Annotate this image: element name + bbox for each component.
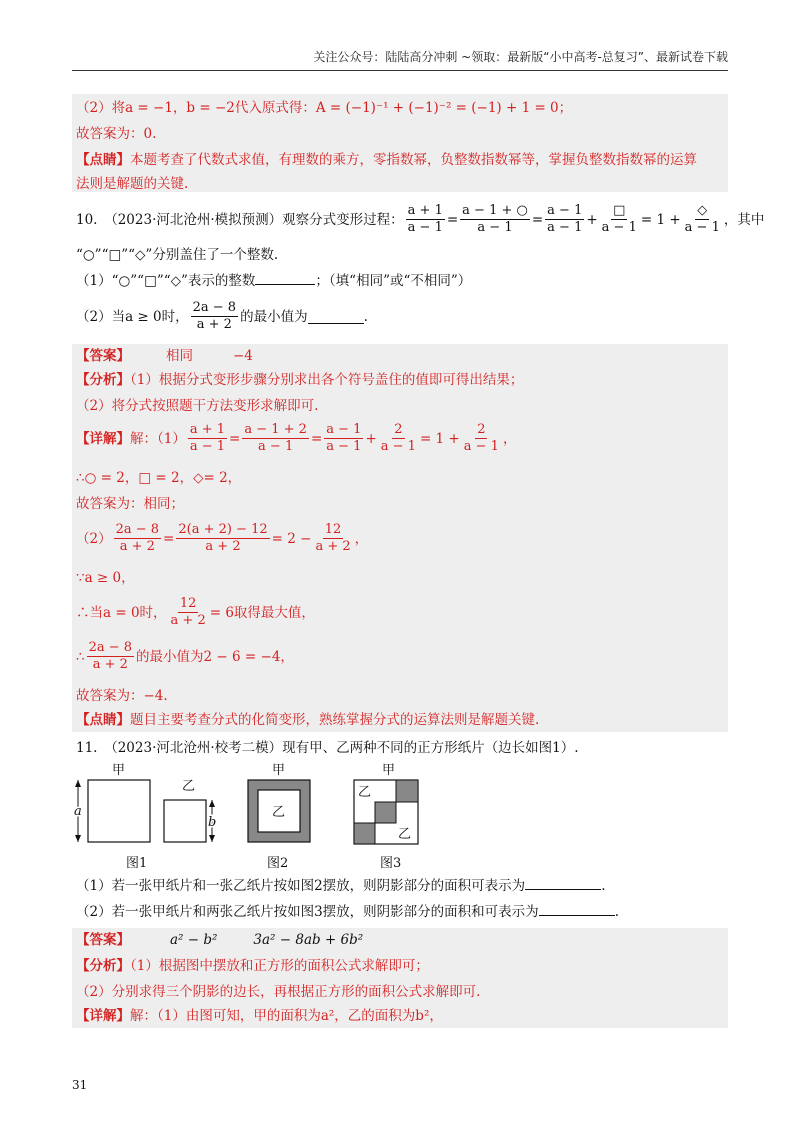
- q10-ans-final: 故答案为：−4.: [76, 688, 168, 704]
- q11-analysis-2: （2）分别求得三个阴影的边长，再根据正方形的面积公式求解即可.: [76, 984, 481, 1000]
- fig1-yi-square: [164, 800, 206, 842]
- q10-detail-1: 【详解】 解：（1） $\frac{a + 1}{a - 1}$ = $\frac{a - 1 + 2}{a - 1}$ = $\frac{a - 1}{a - 1}$ + $\frac{2}{a - 1}$ = 1 + $\frac{2}{a - 1}$ ，: [76, 422, 517, 454]
- fig3-shade-bottom: [354, 823, 375, 844]
- fig2-caption: 图2: [267, 856, 289, 871]
- q10-frac-5: $\frac{◇}{a - 1}$: [684, 203, 720, 235]
- header-divider: [72, 70, 728, 71]
- comment-tag: 【点睛】: [76, 152, 130, 168]
- q11-part1: （1）若一张甲纸片和一张乙纸片按如图2摆放，则阴影部分的面积可表示为 .: [76, 878, 606, 894]
- prev-answer: 故答案为：0.: [76, 126, 157, 142]
- fig3-caption: 图3: [380, 856, 402, 871]
- q10-part2: （2）当a ≥ 0时， $\frac{2a - 8}{a + 2}$ 的最小值为 .: [76, 300, 368, 332]
- fig3-shade-mid: [375, 802, 396, 823]
- q10-analysis-2: （2）将分式按照题干方法变形求解即可.: [76, 398, 319, 414]
- prev-comment-line1: [76, 150, 697, 170]
- answer-blank: [308, 310, 364, 324]
- q10-stem-line2: “○”“□”“◇”分别盖住了一个整数.: [76, 247, 279, 263]
- q10-analysis-1: 【分析】（1）根据分式变形步骤分别求出各个符号盖住的值即可得出结果；: [76, 372, 524, 388]
- q10-ans-same: 故答案为：相同；: [76, 496, 184, 512]
- fig1-jia-label: 甲: [112, 763, 126, 778]
- q10-frac-3: $\frac{a - 1}{a - 1}$: [547, 203, 583, 235]
- q10-frac-4: $\frac{□}{a - 1}$: [601, 203, 637, 235]
- answer-blank: [525, 876, 601, 890]
- page-number: 31: [72, 1078, 88, 1092]
- q10-stem-prefix: 10. （2023·河北沧州·模拟预测）观察分式变形过程：: [76, 211, 404, 228]
- q10-comment: 【点睛】题目主要考查分式的化简变形，熟练掌握分式的运算法则是解题关键.: [76, 712, 540, 728]
- prev-comment-line2: 法则是解题的关键.: [76, 176, 189, 192]
- fig3-yi-label-1: 乙: [358, 785, 372, 800]
- fig3-shade-top: [396, 780, 418, 802]
- prev-substitution-line: （2）将a = −1，b = −2代入原式得：A = (−1)⁻¹ + (−1)⁻² = (−1) + 1 = 0；: [76, 100, 573, 116]
- q11-analysis-1: 【分析】（1）根据图中摆放和正方形的面积公式求解即可；: [76, 958, 429, 974]
- fig1-b-label: b: [208, 815, 217, 830]
- fig2-yi-label: 乙: [272, 805, 286, 820]
- fig3-jia-label: 甲: [382, 763, 396, 778]
- q11-stem: 11. （2023·河北沧州·校考二模）现有甲、乙两种不同的正方形纸片（边长如图1）.: [76, 740, 579, 756]
- q10-part1: （1）“○”“□”“◇”表示的整数 ；（填“相同”或“不相同”）: [76, 273, 472, 289]
- comment-text: 本题考查了代数式求值，有理数的乘方，零指数幂，负整数指数幂等，掌握负整数指数幂的运算: [130, 152, 697, 168]
- fig1-yi-label: 乙: [182, 779, 196, 794]
- answer-blank: [255, 271, 315, 285]
- q10-stem: 10. （2023·河北沧州·模拟预测）观察分式变形过程： $\frac{a + 1}{a - 1}$ = $\frac{a - 1 + ○}{a - 1}$ = $\frac{a - 1}{a - 1}$ + $\frac{□}{a - 1}$ = 1 + $\frac{◇}{a - 1}$ ，其中: [76, 203, 765, 235]
- page-header: 关注公众号：陆陆高分冲刺 ~领取：最新版“小中高考-总复习”、最新试卷下载: [313, 50, 728, 64]
- fig1-caption: 图1: [126, 856, 148, 871]
- fig3-yi-label-2: 乙: [398, 827, 412, 842]
- fig1-a-label: a: [74, 804, 82, 819]
- q10-because: ∵a ≥ 0，: [76, 570, 135, 586]
- fig2-jia-label: 甲: [272, 763, 286, 778]
- q10-part2-frac: $\frac{2a - 8}{a + 2}$: [192, 300, 237, 332]
- q11-part2: （2）若一张甲纸片和两张乙纸片按如图3摆放，则阴影部分的面积和可表示为 .: [76, 904, 619, 920]
- answer-blank: [539, 902, 615, 916]
- q10-frac-2: $\frac{a - 1 + ○}{a - 1}$: [462, 203, 528, 235]
- q10-min: ∴ $\frac{2a - 8}{a + 2}$ 的最小值为2 − 6 = −4，: [76, 640, 294, 672]
- q10-answer: 【答案】 相同 −4: [76, 348, 253, 364]
- fig1-jia-square: [88, 780, 150, 842]
- q10-therefore: ∴○ = 2，□ = 2，◇= 2，: [76, 470, 242, 486]
- q10-frac-1: $\frac{a + 1}{a - 1}$: [407, 203, 443, 235]
- q11-detail-1: 【详解】解：（1）由图可知，甲的面积为a²，乙的面积为b²，: [76, 1008, 443, 1024]
- q10-detail-2: （2） $\frac{2a - 8}{a + 2}$ = $\frac{2(a + 2) - 12}{a + 2}$ = 2 − $\frac{12}{a + 2}$ ，: [76, 522, 369, 554]
- q11-answer: 【答案】 a² − b² 3a² − 8ab + 6b²: [76, 932, 364, 948]
- q10-when: ∴当a = 0时， $\frac{12}{a + 2}$ = 6取得最大值，: [76, 596, 315, 628]
